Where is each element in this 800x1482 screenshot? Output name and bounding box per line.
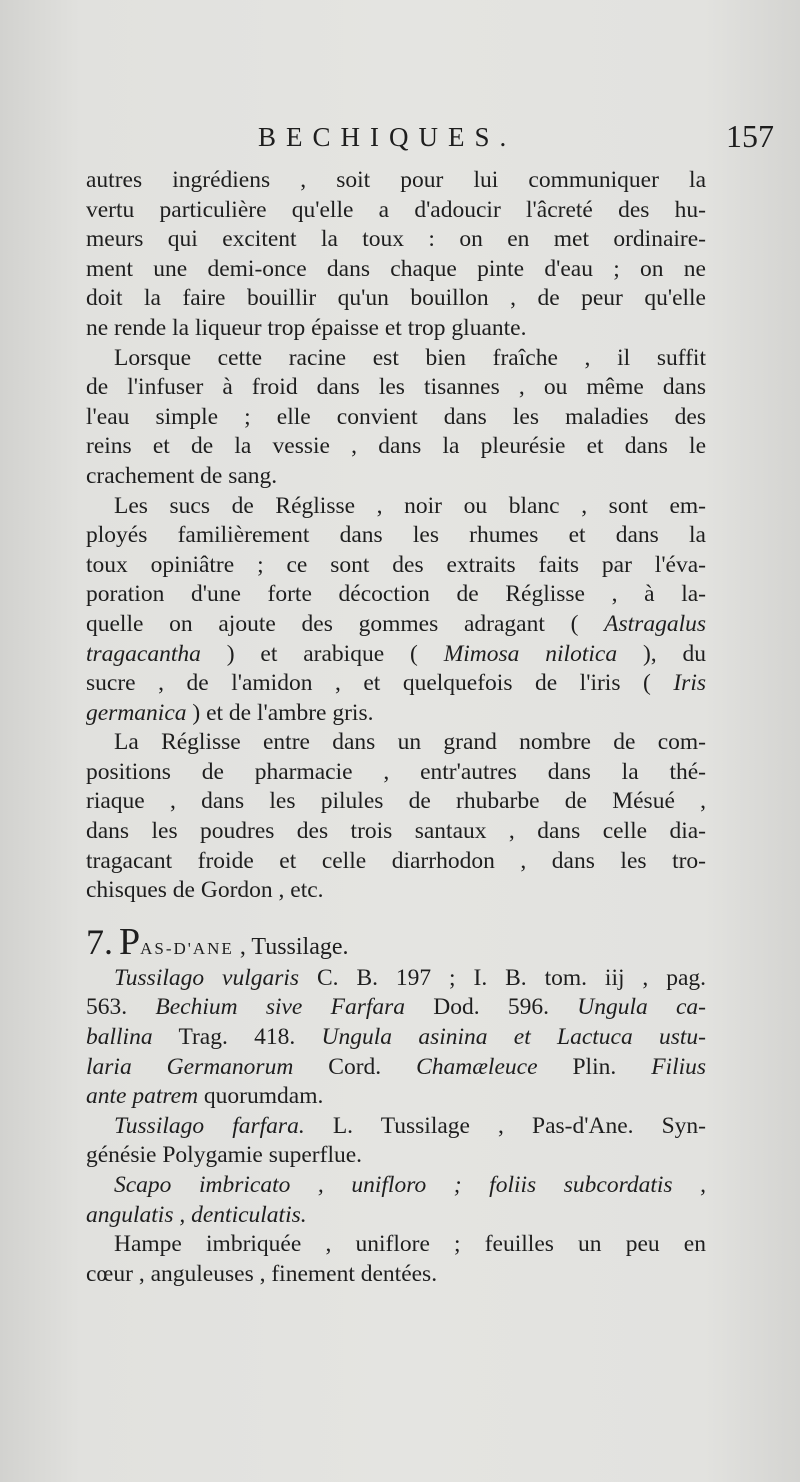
latin-name: ante patrem <box>86 1083 199 1110</box>
section-heading <box>86 920 706 964</box>
latin-name: Ungula ca- <box>577 994 707 1021</box>
text-span: sucre , de l'amidon , et quelquefois de l'iris ( <box>86 670 651 697</box>
text-line: La Réglisse entre dans un grand nombre de com- <box>114 729 706 756</box>
text-line: l'eau simple ; elle convient dans les maladies des <box>86 403 706 430</box>
paragraph-2 <box>86 344 706 492</box>
text-line <box>86 699 706 729</box>
text-line <box>86 964 706 994</box>
latin-name: Mimosa nilotica <box>443 640 618 667</box>
text-span: L. Tussilage , Pas-d'Ane. Syn- <box>332 1112 707 1139</box>
text-line <box>86 1023 706 1053</box>
latin-name: ballina <box>86 1024 153 1051</box>
latin-name: Iris <box>673 670 707 697</box>
text-line <box>86 669 706 699</box>
text-line: génésie Polygamie superflue. <box>86 1142 363 1169</box>
text-span: ), du <box>642 640 706 667</box>
text-line: ment une demi-once dans chaque pinte d'eau ; on ne <box>86 255 706 282</box>
text-line: meurs qui excitent la toux : on en met ordinaire- <box>86 226 706 253</box>
text-line: autres ingrédiens , soit pour lui communiquer la <box>86 167 706 193</box>
text-line <box>86 640 706 670</box>
text-line: Lorsque cette racine est bien fraîche , il suffit <box>114 344 706 371</box>
latin-name: Astragalus <box>604 610 706 637</box>
latin-name: Filius <box>651 1053 707 1080</box>
text-line <box>86 1112 706 1142</box>
page-body <box>86 166 706 1289</box>
text-line <box>86 993 706 1023</box>
latin-name: Tussilago vulgaris <box>114 964 300 991</box>
text-line <box>86 1053 706 1083</box>
section-common-name: Tussilage. <box>251 933 349 960</box>
text-span: Plin. <box>572 1053 617 1080</box>
text-line: Les sucs de Réglisse , noir ou blanc , sont em- <box>114 492 706 519</box>
paragraph-4 <box>86 728 706 906</box>
latin-text: angulatis , denticulatis. <box>86 1201 307 1228</box>
text-line: ployés familièrement dans les rhumes et dans la <box>86 522 706 549</box>
paragraph-3 <box>86 492 706 729</box>
linnaean-paragraph <box>86 1112 706 1171</box>
text-line: tragacant froide et celle diarrhodon , dans les tro- <box>86 847 706 874</box>
latin-text: Scapo imbricato , unifloro ; foliis subcordatis , <box>114 1172 706 1198</box>
text-span: ) et de l'ambre gris. <box>192 699 374 726</box>
text-line: dans les poudres des trois santaux , dans celle dia- <box>86 818 706 845</box>
text-span: Trag. 418. <box>178 1024 296 1051</box>
text-span: ) et arabique ( <box>226 640 418 667</box>
text-line <box>86 1082 706 1112</box>
text-line: riaque , dans les pilules de rhubarbe de Mésué , <box>86 788 706 815</box>
section-title: AS-D'ANE <box>140 938 234 958</box>
latin-name: laria Germanorum <box>86 1053 294 1080</box>
latin-name: tragacantha <box>86 640 201 667</box>
text-line: toux opiniâtre ; ce sont des extraits faits par l'éva- <box>86 551 706 578</box>
text-line: Hampe imbriquée , uniflore ; feuilles un peu en <box>114 1231 706 1258</box>
synonyms-paragraph <box>86 964 706 1112</box>
paragraph-1 <box>86 166 706 344</box>
page-number: 157 <box>726 118 774 154</box>
latin-description <box>86 1171 706 1230</box>
text-span: quelle on ajoute des gommes adragant ( <box>86 610 579 637</box>
text-line: de l'infuser à froid dans les tisannes , ou même dans <box>86 374 706 401</box>
text-span: Cord. <box>328 1053 382 1080</box>
text-span: C. B. 197 ; I. B. tom. iij , pag. <box>316 964 706 991</box>
text-line: ne rende la liqueur trop épaisse et trop gluante. <box>86 314 527 341</box>
text-span: 563. <box>86 994 128 1021</box>
latin-name: Ungula asinina et Lactuca ustu- <box>321 1024 707 1051</box>
section-initial: P <box>119 920 141 963</box>
latin-name: Chamæleuce <box>416 1053 538 1080</box>
text-line: positions de pharmacie , entr'autres dans la thé- <box>86 758 706 785</box>
text-line <box>86 1201 706 1231</box>
section-separator: , <box>239 933 246 960</box>
text-line: doit la faire bouillir qu'un bouillon , de peur qu'elle <box>86 285 706 312</box>
text-line <box>86 1171 706 1201</box>
latin-name: germanica <box>86 699 187 726</box>
text-span: quorumdam. <box>203 1083 324 1110</box>
page-header <box>0 108 800 158</box>
running-title: BECHIQUES. <box>258 122 517 152</box>
text-line: cœur , anguleuses , finement dentées. <box>86 1260 438 1287</box>
section-number: 7. <box>86 921 113 962</box>
text-line: poration d'une forte décoction de Réglisse , à la- <box>86 581 706 608</box>
text-line: vertu particulière qu'elle a d'adoucir l'âcreté des hu- <box>86 196 706 223</box>
text-line: chisques de Gordon , etc. <box>86 877 324 904</box>
text-line: reins et de la vessie , dans la pleurésie et dans le <box>86 433 706 460</box>
latin-name: Tussilago farfara. <box>114 1112 305 1139</box>
text-span: Dod. 596. <box>433 994 550 1021</box>
french-description <box>86 1230 706 1289</box>
text-line <box>86 610 706 640</box>
text-line: crachement de sang. <box>86 462 278 489</box>
latin-name: Bechium sive Farfara <box>155 994 406 1021</box>
